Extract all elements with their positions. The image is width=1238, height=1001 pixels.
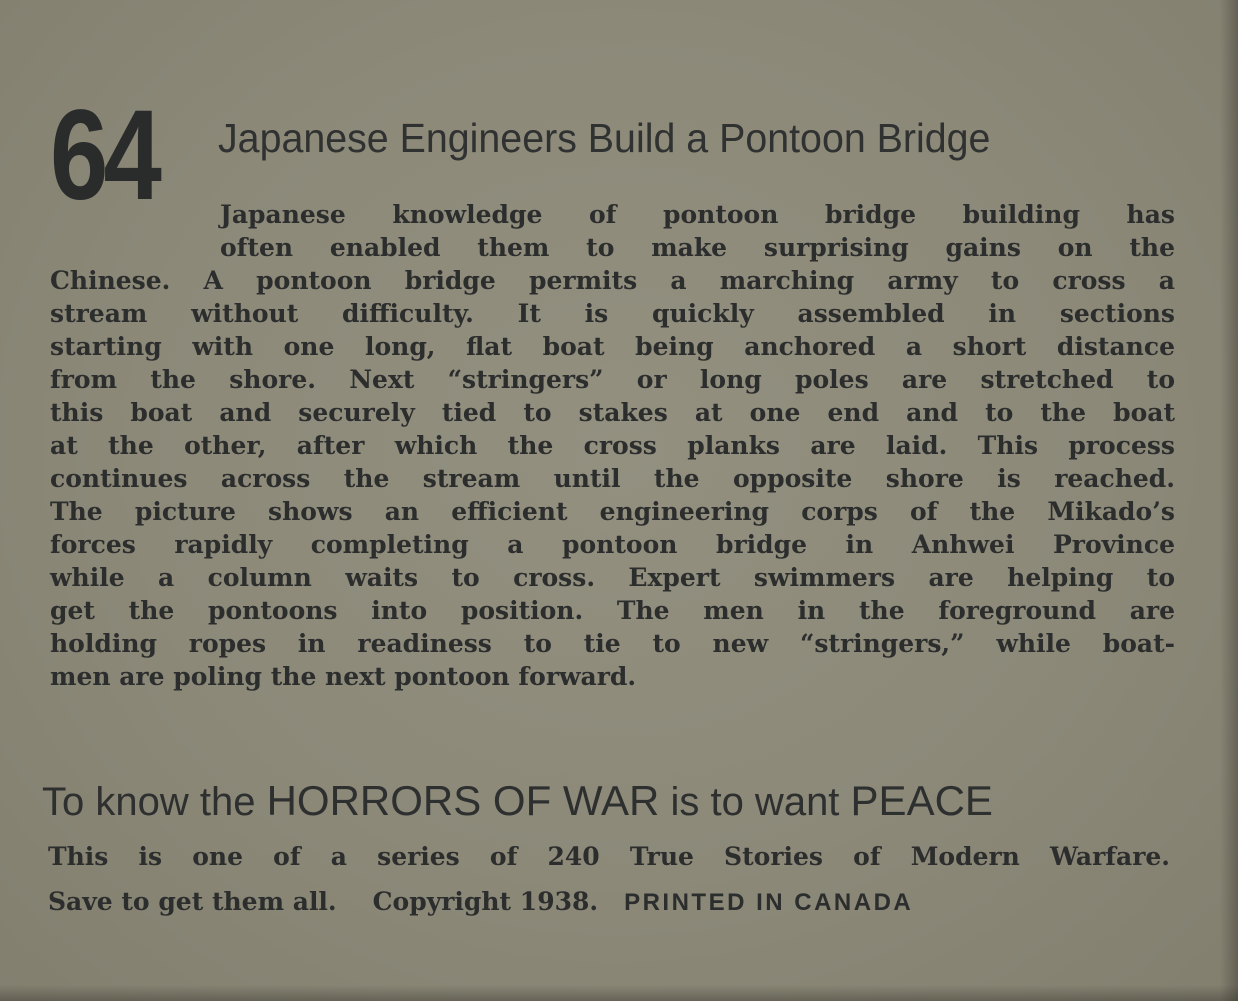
- story-line: this boat and securely tied to stakes at one end and to the boat: [50, 398, 1175, 427]
- story-text: [50, 198, 1175, 693]
- story-line: holding ropes in readiness to tie to new “stringers,” while boat-: [50, 629, 1175, 658]
- slogan-emphasis: HORRORS OF WAR: [266, 777, 660, 824]
- story-line: at the other, after which the cross planks are laid. This process: [50, 431, 1175, 460]
- series-info: This is one of a series of 240 True Stories of Modern Warfare.: [48, 842, 1170, 871]
- story-line: starting with one long, flat boat being anchored a short distance: [50, 332, 1175, 361]
- story-line: men are poling the next pontoon forward.: [50, 662, 637, 691]
- slogan: [42, 777, 993, 824]
- story-line: while a column waits to cross. Expert swimmers are helping to: [50, 563, 1175, 592]
- save-note: Save to get them all.: [48, 887, 337, 916]
- story-line: Chinese. A pontoon bridge permits a marching army to cross a: [50, 266, 1175, 295]
- slogan-part: To know the: [42, 780, 267, 824]
- card-edge-shadow: [1220, 0, 1238, 1001]
- story-line: forces rapidly completing a pontoon bridge in Anhwei Province: [50, 530, 1175, 559]
- slogan-part: is to want: [659, 780, 851, 824]
- card-title: Japanese Engineers Build a Pontoon Bridge: [218, 115, 991, 161]
- story-line: The picture shows an efficient engineering corps of the Mikado’s: [50, 497, 1175, 526]
- story-line: continues across the stream until the opposite shore is reached.: [50, 464, 1175, 493]
- story-line: from the shore. Next “stringers” or long poles are stretched to: [50, 365, 1175, 394]
- footer: [48, 885, 913, 919]
- story-line: often enabled them to make surprising gains on the: [220, 233, 1175, 262]
- printed-in: PRINTED IN CANADA: [624, 889, 914, 916]
- story-line: get the pontoons into position. The men in the foreground are: [50, 596, 1175, 625]
- card-edge-shadow: [0, 985, 1238, 1001]
- story-line: Japanese knowledge of pontoon bridge building has: [220, 200, 1175, 229]
- story-line: stream without difficulty. It is quickly assembled in sections: [50, 299, 1175, 328]
- slogan-emphasis: PEACE: [850, 777, 993, 824]
- copyright: Copyright 1938.: [372, 887, 599, 916]
- card-number: 64: [50, 84, 157, 227]
